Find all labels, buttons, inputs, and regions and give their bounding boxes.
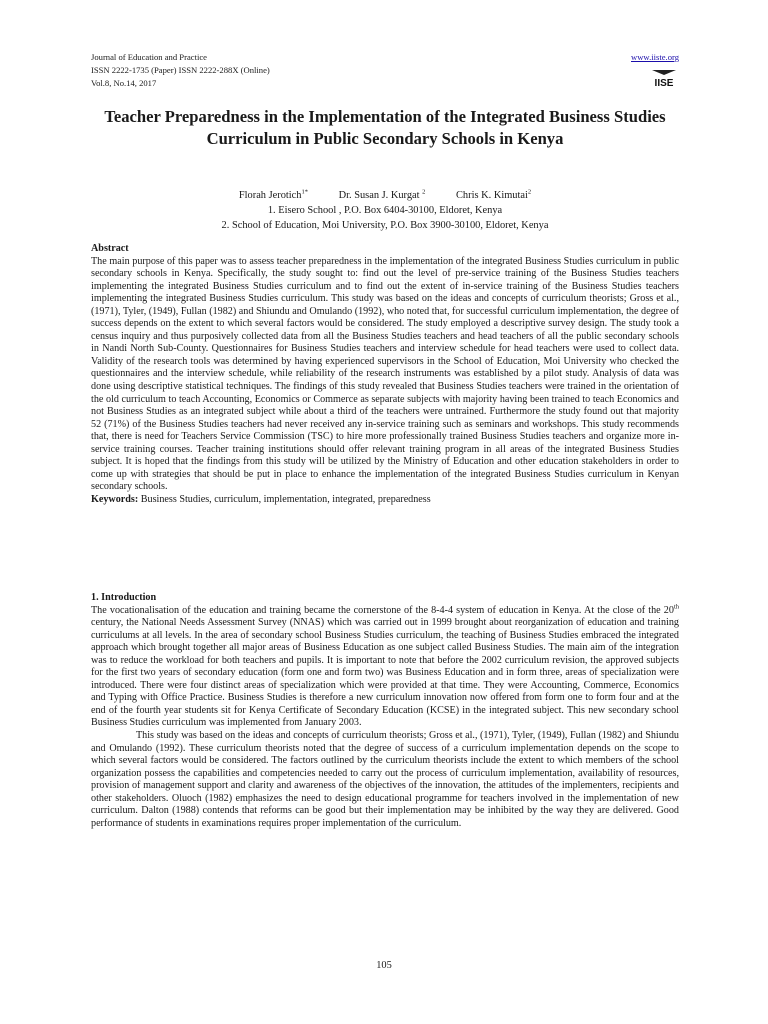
author-2 xyxy=(339,190,426,201)
abstract-text: The main purpose of this paper was to assess teacher preparedness in the implementation of the integrated Business Studies curriculum in public secondary schools in Kenya. Specifically, the study sought to: find out the level of pre-service training of the Business Studies teachers implementing the integrated Business Studies curriculum and to find out the extent of in-service training of the Business Studies teachers implementing the integrated Business Studies curriculum. This study was based on the ideas and concepts of curriculum theorists; Gross et al., (1971), Tyler, (1949), Fullan (1982) and Shiundu and Omulando (1992), who noted that, for successful curriculum implementation, the degree of success depends on the extent to which several factors would be considered. The study employed a descriptive survey design. The study took a census inquiry and thus purposively collected data from all the Business Studies teachers and head teachers of all the public secondary schools in Nandi North Sub-County. Questionnaires for Business Studies teachers and interview schedule for head teachers were used to collect data. Validity of the research tools was determined by having experienced supervisors in the School of Education, Moi University who checked the questionnaires and the interview schedule, while reliability of the research instruments was established by a pilot study. Analysis of data was done using descriptive statistical techniques. The findings of this study revealed that Business Studies teachers were trained in the orientation of the old curriculum to teach Accounting, Economics or Commerce as separate subjects with majority having been trained to teach Economics and not Business Studies as an integrated subject while about a third of the teachers were untrained. Furthermore the study found out that majority 52 (71%) of the Business Studies teachers had never received any in-service training such as seminars and workshops. This study recommends that, there is need for Teachers Service Commission (TSC) to hire more professionally trained Business Studies teachers and organize more in-service training courses. Teacher training institutions should offer relevant training program in all areas of the integrated Business Studies subject. It is hoped that the findings from this study will be utilized by the Ministry of Education and other education stakeholders in order to come up with strategies that should be put in place to enhance the implementation of the integrated Business Studies curriculum in Kenyan secondary schools. xyxy=(91,255,679,493)
author-2-name: Dr. Susan J. Kurgat xyxy=(338,190,420,202)
abstract-section xyxy=(91,243,679,506)
journal-url-link[interactable]: www.iiste.org xyxy=(631,52,679,62)
author-block xyxy=(91,185,679,233)
journal-site xyxy=(631,51,679,93)
journal-issn: ISSN 2222-1735 (Paper) ISSN 2222-288X (Online) xyxy=(91,65,270,75)
introduction-heading: 1. Introduction xyxy=(91,592,157,603)
journal-info xyxy=(91,51,270,90)
paper-title: Teacher Preparedness in the Implementation of the Integrated Business Studies Curriculum in Public Secondary Schools in Kenya xyxy=(104,107,666,148)
iiste-logo-icon xyxy=(649,66,679,88)
keywords-label: Keywords: xyxy=(91,493,139,505)
author-3-sup: 2 xyxy=(527,189,532,196)
keywords-text: Business Studies, curriculum, implementation, integrated, preparedness xyxy=(138,493,431,505)
author-names xyxy=(91,185,679,203)
journal-volume: Vol.8, No.14, 2017 xyxy=(91,78,157,88)
logo-text: IISE xyxy=(654,78,674,88)
author-1 xyxy=(239,190,308,201)
affiliation-1: 1. Eisero School , P.O. Box 6404-30100, Eldoret, Kenya xyxy=(267,205,503,217)
running-header xyxy=(91,51,679,93)
intro-p1-part-a: The vocationalisation of the education and training became the cornerstone of the 8-4-4 system of education in Kenya. At the close of the 20 xyxy=(91,604,674,616)
author-3-name: Chris K. Kimutai xyxy=(456,190,528,202)
intro-paragraph-1 xyxy=(91,605,679,730)
journal-name: Journal of Education and Practice xyxy=(91,52,207,62)
intro-p1-part-b: century, the National Needs Assessment Survey (NNAS) which was carried out in 1999 brought about reorganization of education and training curriculums at all levels. In the area of secondary school Business Studies curriculum, the teaching of Business Studies embraced the integrated approach which brought together all major areas of Business Education as one subject called Business Studies. The main aim of the integration was to reduce the workload for both teachers and pupils. It is important to note that before the 2002 curriculum revision, the approved subjects for the first two years of secondary education (form one and form two) was Business Education and in form three, areas of specialization were introduced. There were four distinct areas of specialization which were provided at that time. They were Accounting, Commerce, Economics and Typing with Office Practice. Business Studies is therefore a new curriculum innovation now offered from form one to form four and at the end of the fourth year students sit for Kenya Certificate of Secondary Education (KCSE) in the integrated subject. This new secondary school Business Studies curriculum was implemented from January 2003. xyxy=(91,617,679,729)
affiliation-2: 2. School of Education, Moi University, P.O. Box 3900-30100, Eldoret, Kenya xyxy=(221,220,549,232)
keywords-line xyxy=(91,494,679,507)
intro-paragraph-2: This study was based on the ideas and concepts of curriculum theorists; Gross et al., (1971), Tyler, (1949), Fullan (1982) and Shiundu and Omulando (1992). These curriculum theorists noted that the degree of success of a curriculum implementation depends on the scope to which several factors would be considered. The factors outlined by the curriculum theorists include the extent to which members of the school organization possess the capabilities and competencies needed to carry out the process of curriculum implementation, availability of resources, provision of management support and clarity and awareness of the objectives of the innovation, the attitudes of the implementers, recipients and other stakeholders. Oluoch (1982) emphasizes the need to design educational programme for teachers involved in the implementation of new curriculum. Dalton (1988) contends that reforms can be good but their implementation may be inhibited by the way they are delivered. Good performance of students in examinations requires proper implementation of the curriculum. xyxy=(91,730,679,829)
author-1-sup: 1* xyxy=(301,189,308,196)
abstract-heading: Abstract xyxy=(91,243,129,254)
author-2-sup: 2 xyxy=(422,189,426,196)
intro-p1-sup: th xyxy=(673,603,679,611)
author-3 xyxy=(456,190,531,201)
introduction-section xyxy=(91,592,679,830)
author-1-name: Florah Jerotich xyxy=(238,190,302,202)
page-number: 105 xyxy=(376,960,392,971)
